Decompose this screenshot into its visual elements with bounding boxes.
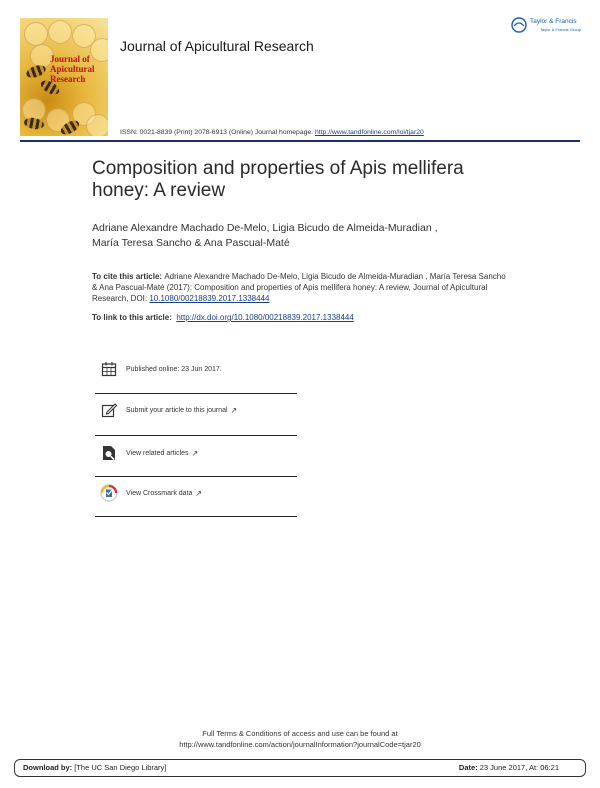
authors-line-2: María Teresa Sancho & Ana Pascual-Maté [92,237,290,249]
download-info-bar [14,759,586,777]
downloaded-by [23,763,166,772]
journal-cover-image [20,18,108,136]
journal-title[interactable]: Journal of Apicultural Research [120,38,314,54]
row-divider [95,393,297,394]
article-doi-link[interactable]: http://dx.doi.org/10.1080/00218839.2017.1338444 [176,313,354,322]
external-link-icon: ↗ [230,405,238,415]
external-link-icon: ↗ [191,448,199,458]
external-link-icon: ↗ [195,488,203,498]
related-articles-link[interactable]: View related articles [126,449,189,457]
row-divider [95,435,297,436]
issn-line [120,129,424,136]
cover-title: Journal of Apicultural Research [50,54,95,84]
related-articles-icon [100,444,118,462]
downloaded-by-label: Download by: [23,763,73,772]
terms-line-1: Full Terms & Conditions of access and use can be found at [202,729,398,738]
row-divider [95,476,297,477]
link-label: To link to this article: [92,313,175,322]
terms-url[interactable]: http://www.tandfonline.com/action/journalInformation?journalCode=tjar20 [179,740,421,749]
article-title: Composition and properties of Apis mellifera honey: A review [92,158,464,201]
crossmark-link[interactable]: View Crossmark data [126,489,193,497]
submit-article-link[interactable]: Submit your article to this journal [126,406,228,414]
published-date-text: Published online: 23 Jun 2017. [126,365,222,373]
issn-text: ISSN: 0021-8839 (Print) 2078-6913 (Online) Journal homepage: [120,129,315,136]
crossmark-row[interactable] [100,483,202,503]
publisher-logo-icon [510,16,528,34]
cite-label: To cite this article: [92,272,165,281]
row-divider [95,516,297,517]
publisher-logo-subname: Taylor & Francis Group [540,27,581,32]
crossmark-icon [100,484,118,502]
header-divider [20,140,580,142]
download-date-label: Date: [458,763,478,772]
publisher-logo-name: Taylor & Francis [530,18,577,25]
related-articles-row[interactable] [100,443,198,463]
cite-doi-link[interactable]: 10.1080/00218839.2017.1338444 [149,294,270,303]
downloaded-by-value: [The UC San Diego Library] [72,763,167,772]
edit-icon [100,401,118,419]
citation-block [92,271,512,304]
authors-line-1: Adriane Alexandre Machado De-Melo, Ligia Bicudo de Almeida-Muradian , [92,222,438,234]
submit-article-row[interactable] [100,400,237,420]
author-list [92,221,532,251]
terms-notice [0,728,600,750]
download-date-value: 23 June 2017, At: 06:21 [477,763,559,772]
calendar-icon [100,360,118,378]
article-link-block [92,313,354,322]
journal-homepage-link[interactable]: http://www.tandfonline.com/loi/tjar20 [314,129,424,136]
download-date [459,763,559,772]
published-row [100,359,222,379]
cite-text: Adriane Alexandre Machado De-Melo, Ligia Bicudo de Almeida-Muradian , María Teresa Sancho & Ana Pascual-Maté (2017): Composition and properties of Apis mellifera honey: A review, Journal of Apicultural Research, DOI: [92,272,506,303]
